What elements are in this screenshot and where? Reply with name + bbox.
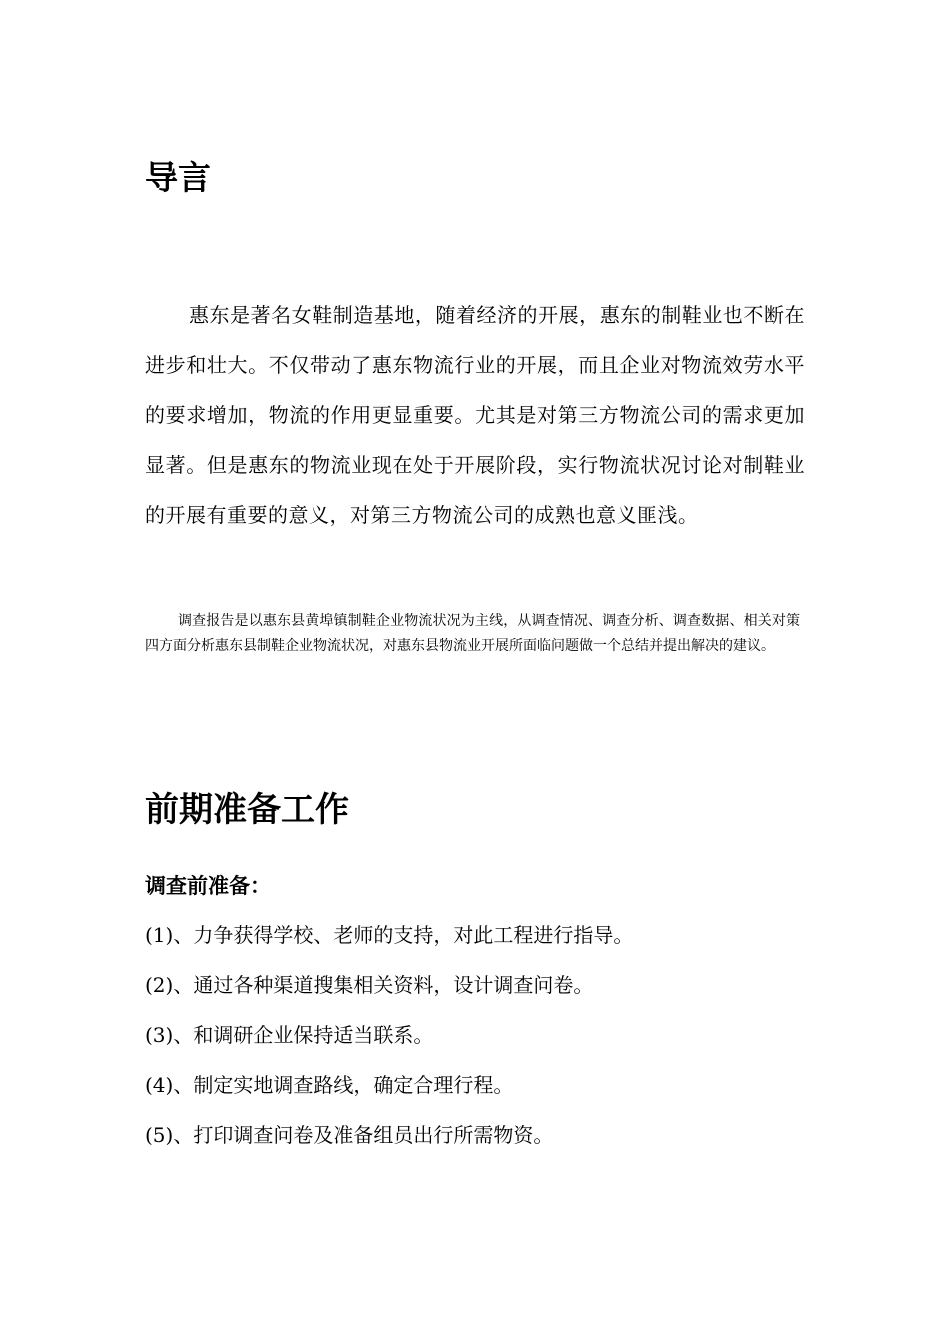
intro-summary: 调查报告是以惠东县黄埠镇制鞋企业物流状况为主线，从调查情况、调查分析、调查数据、相关对策四方面分析惠东县制鞋企业物流状况，对惠东县物流业开展所面临问题做一个总结并提出解决的建议。: [145, 613, 800, 654]
list-item: (4)、制定实地调查路线，确定合理行程。: [145, 1073, 514, 1097]
list-item: (1)、力争获得学校、老师的支持，对此工程进行指导。: [145, 923, 634, 947]
list-item: (2)、通过各种渠道搜集相关资料，设计调查问卷。: [145, 973, 594, 997]
prep-subheading: 调查前准备：: [145, 874, 271, 898]
list-item: (3)、和调研企业保持适当联系。: [145, 1023, 434, 1047]
intro-heading: 导言: [145, 158, 211, 197]
prep-list: [145, 910, 633, 1160]
intro-paragraph: 惠东是著名女鞋制造基地，随着经济的开展，惠东的制鞋业也不断在进步和壮大。不仅带动了惠东物流行业的开展，而且企业对物流效劳水平的要求增加，物流的作用更显重要。尤其是对第三方物流公司的需求更加显著。但是惠东的物流业现在处于开展阶段，实行物流状况讨论对制鞋业的开展有重要的意义，对第三方物流公司的成熟也意义匪浅。: [145, 303, 805, 527]
list-item: (5)、打印调查问卷及准备组员出行所需物资。: [145, 1123, 554, 1147]
prep-heading: 前期准备工作: [145, 790, 349, 830]
